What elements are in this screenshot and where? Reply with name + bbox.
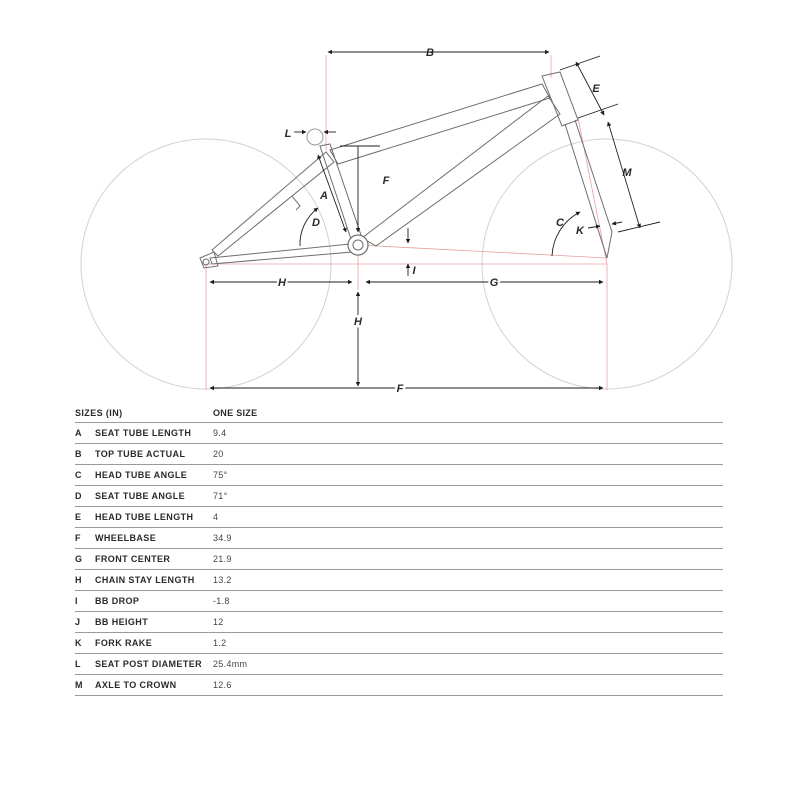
table-row <box>75 633 723 654</box>
row-name: HEAD TUBE LENGTH <box>95 512 194 522</box>
row-name: BB HEIGHT <box>95 617 149 627</box>
row-letter: B <box>75 449 82 459</box>
label-F-wheelbase: F <box>396 383 404 395</box>
row-name: CHAIN STAY LENGTH <box>95 575 195 585</box>
row-letter: I <box>75 596 78 606</box>
geometry-table <box>75 404 723 696</box>
label-M: M <box>622 167 632 179</box>
row-letter: A <box>75 428 82 438</box>
row-name: AXLE TO CROWN <box>95 680 177 690</box>
header-sizes: SIZES (IN) <box>75 408 123 418</box>
table-row <box>75 423 723 444</box>
top-tube <box>330 84 550 164</box>
row-value: 13.2 <box>213 575 232 585</box>
table-row <box>75 654 723 675</box>
row-letter: K <box>75 638 82 648</box>
row-value: 21.9 <box>213 554 232 564</box>
bottom-bracket <box>348 235 368 255</box>
table-header <box>75 404 723 423</box>
row-name: SEAT TUBE LENGTH <box>95 428 192 438</box>
row-value: 9.4 <box>213 428 227 438</box>
label-B: B <box>426 47 434 59</box>
label-A: A <box>320 190 328 202</box>
row-letter: F <box>75 533 81 543</box>
table-row <box>75 591 723 612</box>
row-letter: J <box>75 617 81 627</box>
row-letter: H <box>75 575 82 585</box>
label-L: L <box>284 128 292 140</box>
label-I: I <box>412 265 416 277</box>
row-value: 34.9 <box>213 533 232 543</box>
row-name: SEAT POST DIAMETER <box>95 659 203 669</box>
dropout <box>200 252 218 268</box>
row-letter: M <box>75 680 83 690</box>
row-value: 71° <box>213 491 228 501</box>
row-name: FORK RAKE <box>95 638 153 648</box>
row-letter: E <box>75 512 82 522</box>
dimension-lines <box>210 52 660 388</box>
table-row <box>75 612 723 633</box>
seat-post-circle <box>307 129 323 145</box>
row-name: SEAT TUBE ANGLE <box>95 491 186 501</box>
row-letter: L <box>75 659 81 669</box>
table-row <box>75 570 723 591</box>
label-E: E <box>592 83 600 95</box>
row-letter: G <box>75 554 83 564</box>
label-H: H <box>278 277 286 289</box>
table-row <box>75 675 723 696</box>
row-value: 4 <box>213 512 219 522</box>
bike-frame <box>200 72 612 268</box>
row-name: WHEELBASE <box>95 533 157 543</box>
row-value: 25.4mm <box>213 659 248 669</box>
label-K: K <box>576 225 584 237</box>
row-name: TOP TUBE ACTUAL <box>95 449 186 459</box>
label-H-vertical: H <box>354 316 362 328</box>
row-name: BB DROP <box>95 596 140 606</box>
table-row <box>75 549 723 570</box>
row-value: -1.8 <box>213 596 230 606</box>
label-C: C <box>556 217 564 229</box>
table-row <box>75 528 723 549</box>
row-value: 20 <box>213 449 224 459</box>
row-name: HEAD TUBE ANGLE <box>95 470 188 480</box>
row-name: FRONT CENTER <box>95 554 171 564</box>
row-value: 75° <box>213 470 228 480</box>
reference-lines <box>206 55 607 390</box>
label-D: D <box>312 217 320 229</box>
label-F: F <box>382 175 390 187</box>
down-tube <box>362 96 560 246</box>
table-row <box>75 486 723 507</box>
row-value: 12.6 <box>213 680 232 690</box>
label-G: G <box>489 277 499 289</box>
table-row <box>75 465 723 486</box>
row-value: 1.2 <box>213 638 227 648</box>
table-row <box>75 444 723 465</box>
table-row <box>75 507 723 528</box>
row-letter: D <box>75 491 82 501</box>
row-value: 12 <box>213 617 224 627</box>
row-letter: C <box>75 470 82 480</box>
header-one-size: ONE SIZE <box>213 408 258 418</box>
